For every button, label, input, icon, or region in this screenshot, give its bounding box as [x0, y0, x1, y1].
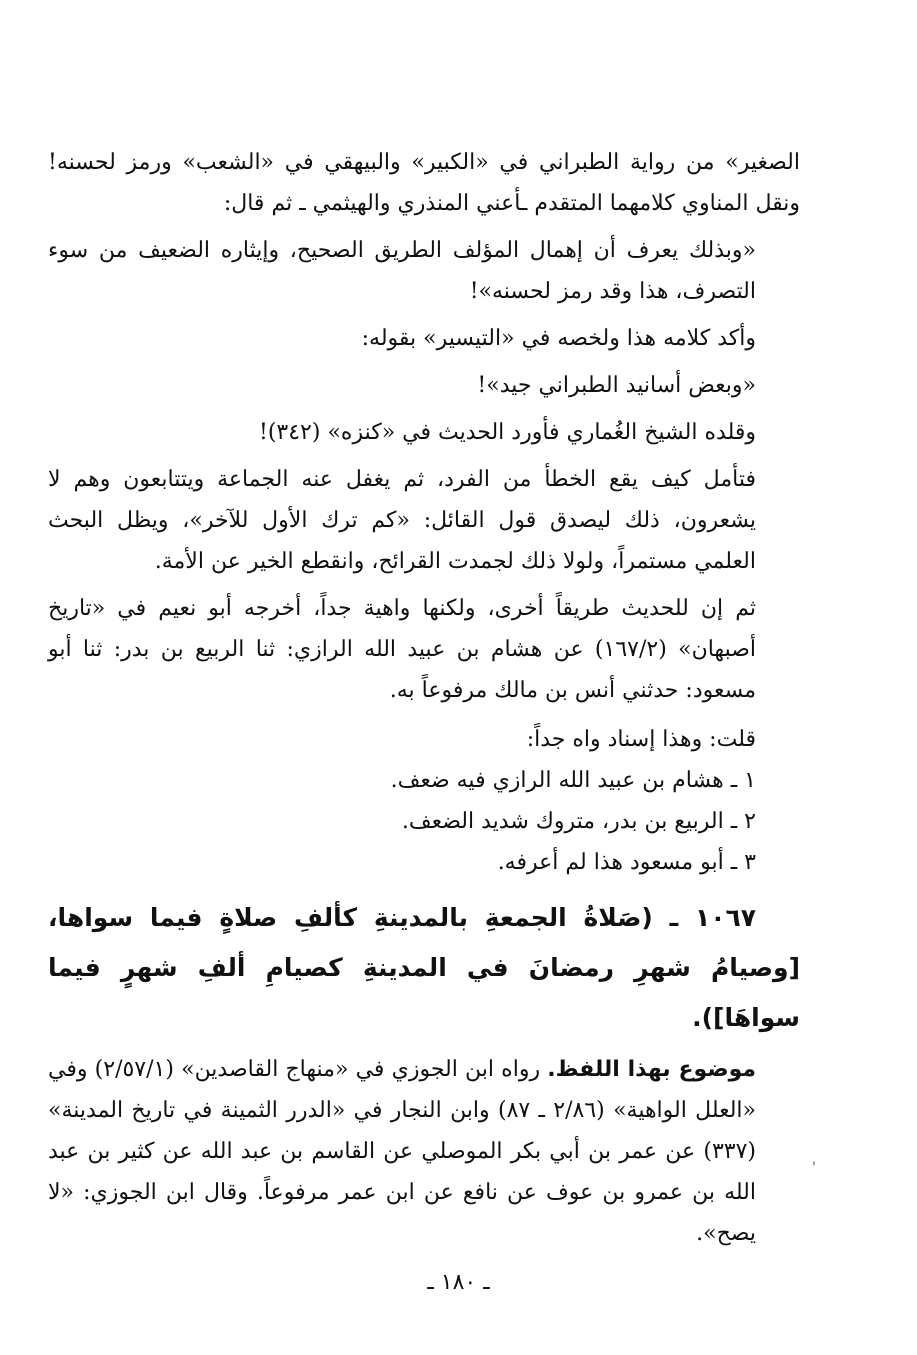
- list-item: ٢ ـ الربيع بن بدر، متروك شديد الضعف.: [401, 809, 756, 834]
- list-item: ١ ـ هشام بن عبيد الله الرازي فيه ضعف.: [390, 768, 756, 793]
- paragraph-intro: الصغير» من رواية الطبراني في «الكبير» والبيهقي في «الشعب» ورمز لحسنه! ونقل المناوي كلامهما المتقدم ـأعني المنذري والهيثمي ـ ثم قال:: [48, 150, 800, 216]
- hadith-heading-text: ١٠٦٧ ـ (صَلاةُ الجمعةِ بالمدينةِ كألفِ صلاةٍ فيما سواها، [وصيامُ شهرِ رمضانَ في المدينةِ كصيامِ ألفِ شهرٍ فيما سواهَا]).: [48, 903, 800, 1032]
- paragraph-taysir: وأكد كلامه هذا ولخصه في «التيسير» بقوله:: [361, 326, 756, 351]
- quote-munawi: «وبذلك يعرف أن إهمال المؤلف الطريق الصحيح، وإيثاره الضعيف من سوء التصرف، هذا وقد رمز لحسنه»!: [48, 238, 756, 304]
- hadith-heading: [48, 893, 800, 1043]
- page-number: ـ ١٨٠ ـ: [427, 1270, 490, 1295]
- paragraph-ghumari: وقلده الشيخ الغُماري فأورد الحديث في «كنزه» (٣٤٢)!: [258, 420, 756, 445]
- ruling-text: رواه ابن الجوزي في «منهاج القاصدين» (٢/٥٧/١) وفي «العلل الواهية» (٢/٨٦ ـ ٨٧) وابن النجار في «الدرر الثمينة في تاريخ المدينة» (٣٣٧) عن عمر بن أبي بكر الموصلي عن القاسم بن عبد الله عن كثير بن عبد الله بن عمرو بن عوف عن نافع عن ابن عمر مرفوعاً. وقال ابن الجوزي: «لا يصح».: [48, 1057, 757, 1246]
- list-item: ٣ ـ أبو مسعود هذا لم أعرفه.: [497, 850, 756, 875]
- paragraph-reflection: فتأمل كيف يقع الخطأ من الفرد، ثم يغفل عنه الجماعة ويتتابعون وهم لا يشعرون، ذلك ليصدق قول القائل: «كم ترك الأول للآخر»، ويظل البحث العلمي مستمراً، ولولا ذلك لجمدت القرائح، وانقطع الخير عن الأمة.: [48, 467, 756, 574]
- paragraph-other-route: ثم إن للحديث طريقاً أخرى، ولكنها واهية جداً، أخرجه أبو نعيم في «تاريخ أصبهان» (١٦٧/٢) عن هشام بن عبيد الله الرازي: ثنا الربيع بن بدر: ثنا أبو مسعود: حدثني أنس بن مالك مرفوعاً به.: [48, 596, 757, 703]
- book-page: [48, 142, 800, 1254]
- ruling-label: موضوع بهذا اللفظ.: [547, 1057, 756, 1082]
- paragraph-isnad-note: قلت: وهذا إسناد واه جداً:: [526, 727, 756, 752]
- quote-asanid: «وبعض أسانيد الطبراني جيد»!: [477, 373, 756, 398]
- margin-mark: ': [812, 1160, 816, 1176]
- paragraph-ruling: [48, 1049, 800, 1254]
